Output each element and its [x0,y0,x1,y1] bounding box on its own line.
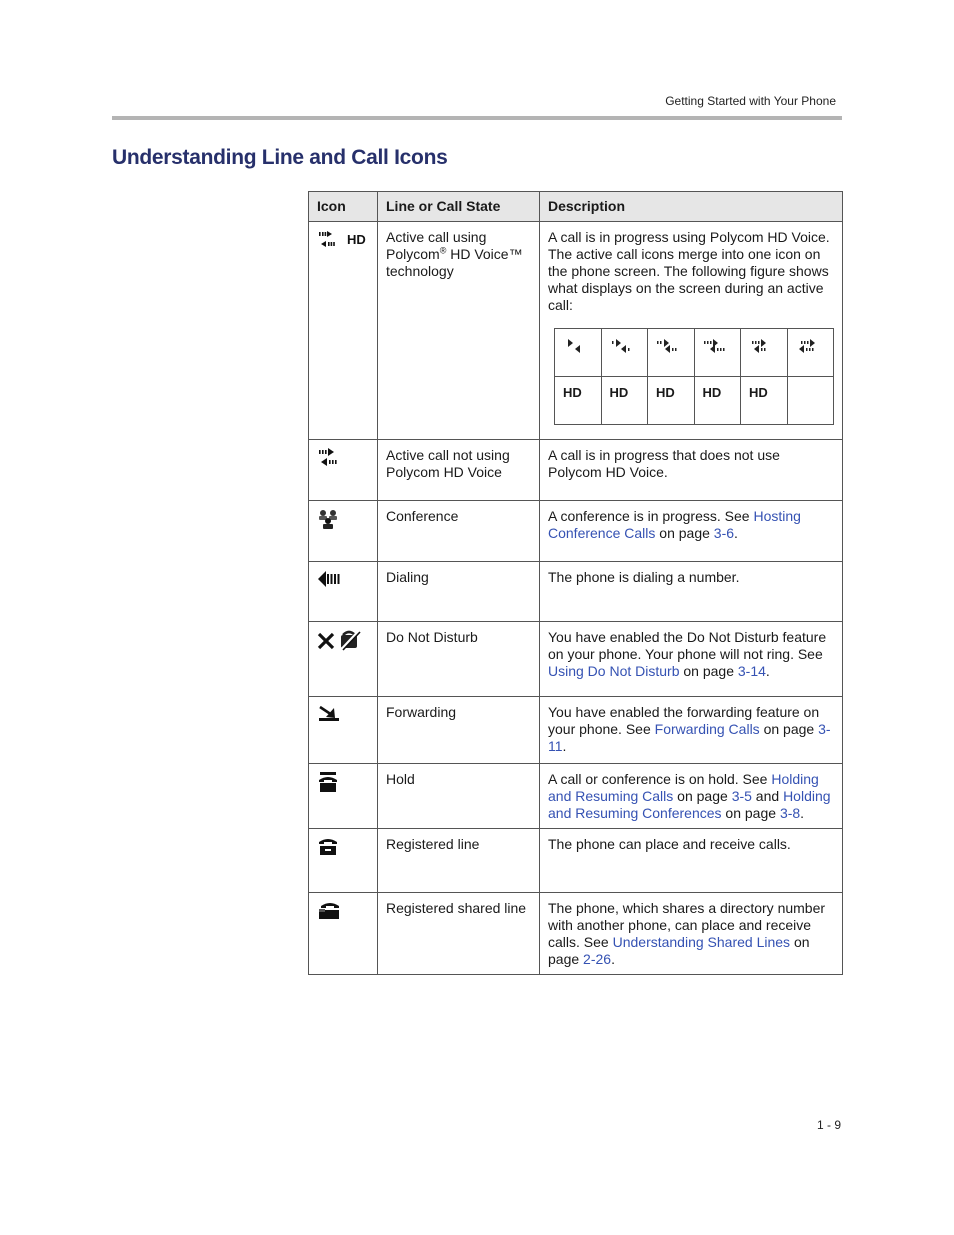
active-call-frame-4-icon [703,337,725,353]
icon-cell [309,697,378,764]
column-header-description: Description [540,192,843,222]
section-title: Understanding Line and Call Icons [112,146,448,169]
table-header-row [309,192,843,222]
icon-cell [309,764,378,829]
table-row [309,764,843,829]
svg-text:HD: HD [347,232,366,247]
hd-badge-frame-4-icon: HD [702,385,722,400]
table-row [309,829,843,893]
table-row [309,622,843,697]
description-cell: A conference is in progress. See Hosting Conference Calls on page 3-6. [540,501,843,562]
registered-line-icon [317,837,339,853]
description-cell: The phone, which shares a directory number with another phone, can place and receive calls. See Understanding Shared Lines on page 2-26. [540,893,843,975]
table-row [309,501,843,562]
forwarding-icon [317,704,341,720]
icon-cell [309,893,378,975]
registered-shared-line-icon [317,901,341,917]
hd-badge-frame-2-icon: HD [609,385,629,400]
table-row [309,893,843,975]
active-call-frame-6-icon [796,337,818,353]
table-row [309,222,843,440]
description-cell: A call is in progress that does not use Polycom HD Voice. [540,440,843,501]
page-link[interactable]: 3-6 [713,525,735,541]
description-cell: A call or conference is on hold. See Holding and Resuming Calls on page 3-5 and Holding and Resuming Conferences on page 3-8. [540,764,843,829]
state-cell: Dialing [378,562,540,622]
icons-table [308,191,843,975]
do-not-disturb-icon [317,631,363,647]
hosting-conference-calls-link[interactable]: Hosting Conference Calls [548,508,801,541]
table-row [309,440,843,501]
active-call-hd-icon [317,230,369,246]
table-row [309,697,843,764]
hd-badge-frame-5-icon: HD [749,385,768,400]
conference-icon [317,510,339,526]
page-link[interactable]: 2-26 [583,951,612,967]
state-cell: Forwarding [378,697,540,764]
icon-cell [309,829,378,893]
state-cell: Do Not Disturb [378,622,540,697]
active-call-frame-1-icon [563,337,585,353]
state-cell: Active call using Polycom® HD Voice™ technology [378,222,540,440]
description-cell: The phone can place and receive calls. [540,829,843,893]
description-cell: A call is in progress using Polycom HD Voice. The active call icons merge into one icon on the phone screen. The following figure shows what displays on the screen during an active call: HD HD HD HD HD [540,222,843,440]
page-number: 1 - 9 [816,1118,841,1132]
hd-voice-figure [554,328,834,425]
state-cell: Registered line [378,829,540,893]
icon-cell [309,501,378,562]
icon-cell [309,622,378,697]
running-header: Getting Started with Your Phone [665,94,836,108]
header-rule [112,116,842,120]
understanding-shared-lines-link[interactable]: Understanding Shared Lines [612,934,791,950]
active-call-icon [317,448,339,464]
page-link[interactable]: 3-8 [779,805,801,821]
active-call-frame-5-icon [749,337,771,353]
description-cell: You have enabled the forwarding feature on your phone. See Forwarding Calls on page 3-11. [540,697,843,764]
state-cell: Hold [378,764,540,829]
hd-badge-frame-1-icon: HD [563,385,582,400]
using-do-not-disturb-link[interactable]: Using Do Not Disturb [548,663,680,679]
column-header-icon: Icon [309,192,378,222]
description-cell: The phone is dialing a number. [540,562,843,622]
state-cell: Registered shared line [378,893,540,975]
dialing-icon [317,570,343,586]
holding-resuming-conferences-link[interactable]: Holding and Resuming Conferences [548,788,831,821]
icon-cell [309,440,378,501]
state-cell: Conference [378,501,540,562]
hd-badge-frame-3-icon: HD [656,385,675,400]
column-header-state: Line or Call State [378,192,540,222]
hold-icon [317,773,339,789]
active-call-frame-2-icon [610,337,632,353]
icon-cell [309,222,378,440]
page-link[interactable]: 3-14 [737,663,766,679]
holding-resuming-calls-link[interactable]: Holding and Resuming Calls [548,771,819,804]
forwarding-calls-link[interactable]: Forwarding Calls [654,721,760,737]
table-row [309,562,843,622]
state-cell: Active call not using Polycom HD Voice [378,440,540,501]
page-link[interactable]: 3-5 [731,788,752,804]
page-link[interactable]: 3-11 [548,721,831,754]
icon-cell [309,562,378,622]
description-cell: You have enabled the Do Not Disturb feature on your phone. Your phone will not ring. See Using Do Not Disturb on page 3-14. [540,622,843,697]
active-call-frame-3-icon [656,337,678,353]
